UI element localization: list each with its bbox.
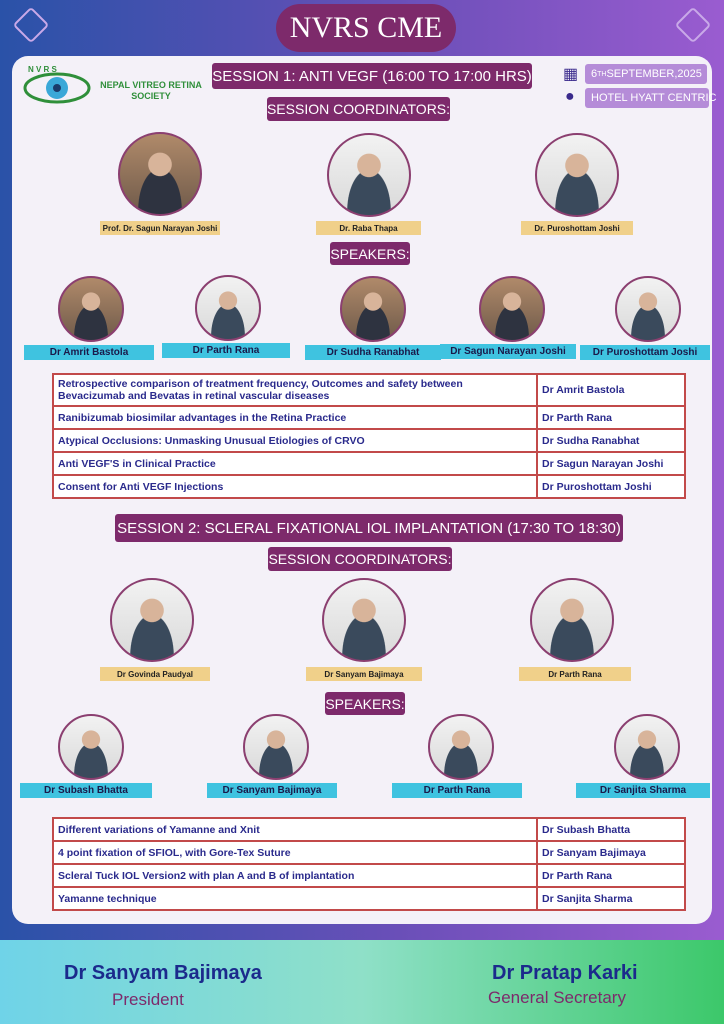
talk-topic: Consent for Anti VEGF Injections — [53, 475, 537, 498]
speaker-name: Dr Sudha Ranabhat — [305, 345, 441, 360]
talk-topic: 4 point fixation of SFIOL, with Gore-Tex Suture — [53, 841, 537, 864]
talk-topic: Atypical Occlusions: Unmasking Unusual Etiologies of CRVO — [53, 429, 537, 452]
talk-speaker: Dr Sagun Narayan Joshi — [537, 452, 685, 475]
table-row — [53, 429, 685, 452]
corner-diamond-icon — [13, 7, 50, 44]
president-name: Dr Sanyam Bajimaya — [64, 962, 262, 984]
coordinator-photo — [322, 578, 406, 662]
corner-diamond-icon — [675, 7, 712, 44]
speaker-photo — [195, 275, 261, 341]
session1-coordinators-label: SESSION COORDINATORS: — [267, 97, 450, 121]
table-row — [53, 818, 685, 841]
session1-heading: SESSION 1: ANTI VEGF (16:00 TO 17:00 HRS) — [212, 63, 532, 89]
talk-topic: Retrospective comparison of treatment frequency, Outcomes and safety between Bevacizumab and Bevatas in retinal vascular diseases — [53, 374, 537, 406]
table-row — [53, 887, 685, 910]
talk-speaker: Dr Amrit Bastola — [537, 374, 685, 406]
coordinator-name: Prof. Dr. Sagun Narayan Joshi — [100, 221, 220, 235]
date-day: 6 — [591, 68, 598, 80]
coordinator-name: Dr Govinda Paudyal — [100, 667, 210, 681]
talk-speaker: Dr Parth Rana — [537, 406, 685, 429]
session2-heading: SESSION 2: SCLERAL FIXATIONAL IOL IMPLANTATION (17:30 TO 18:30) — [115, 514, 623, 542]
talk-topic: Anti VEGF'S in Clinical Practice — [53, 452, 537, 475]
speaker-name: Dr Parth Rana — [162, 343, 290, 358]
location-pin-icon: ● — [565, 88, 575, 105]
event-venue: HOTEL HYATT CENTRIC — [585, 88, 709, 108]
speaker-photo — [58, 714, 124, 780]
speaker-name: Dr Amrit Bastola — [24, 345, 154, 360]
session1-speakers-label: SPEAKERS: — [330, 242, 410, 265]
speaker-name: Dr Sanjita Sharma — [576, 783, 710, 798]
coordinator-name: Dr Parth Rana — [519, 667, 631, 681]
president-role: President — [112, 990, 184, 1009]
speaker-name: Dr Subash Bhatta — [20, 783, 152, 798]
coordinator-name: Dr. Puroshottam Joshi — [521, 221, 633, 235]
talk-topic: Different variations of Yamanne and Xnit — [53, 818, 537, 841]
logo-society-name: NEPAL VITREO RETINA SOCIETY — [100, 80, 202, 101]
speaker-photo — [340, 276, 406, 342]
speaker-photo — [479, 276, 545, 342]
nvrs-logo — [22, 64, 92, 106]
session1-talks-table — [52, 373, 686, 499]
talk-topic: Ranibizumab biosimilar advantages in the Retina Practice — [53, 406, 537, 429]
coordinator-photo — [118, 132, 202, 216]
speaker-name: Dr Sagun Narayan Joshi — [440, 344, 576, 359]
event-date — [585, 64, 707, 84]
session2-talks-table — [52, 817, 686, 911]
talk-speaker: Dr Sudha Ranabhat — [537, 429, 685, 452]
page-title: NVRS CME — [276, 4, 456, 52]
coordinator-photo — [535, 133, 619, 217]
speaker-photo — [58, 276, 124, 342]
date-rest: SEPTEMBER,2025 — [606, 68, 702, 80]
talk-speaker: Dr Subash Bhatta — [537, 818, 685, 841]
logo-letters: N V R S — [28, 65, 57, 74]
speaker-photo — [614, 714, 680, 780]
date-suffix: TH — [597, 70, 607, 78]
talk-speaker: Dr Sanjita Sharma — [537, 887, 685, 910]
table-row — [53, 864, 685, 887]
session2-coordinators-label: SESSION COORDINATORS: — [268, 547, 452, 571]
talk-speaker: Dr Parth Rana — [537, 864, 685, 887]
talk-speaker: Dr Sanyam Bajimaya — [537, 841, 685, 864]
table-row — [53, 374, 685, 406]
speaker-photo — [428, 714, 494, 780]
speaker-photo — [243, 714, 309, 780]
table-row — [53, 452, 685, 475]
calendar-icon: ▦ — [563, 66, 579, 83]
coordinator-photo — [327, 133, 411, 217]
general-secretary-role: General Secretary — [488, 988, 626, 1007]
speaker-name: Dr Sanyam Bajimaya — [207, 783, 337, 798]
talk-topic: Yamanne technique — [53, 887, 537, 910]
table-row — [53, 841, 685, 864]
talk-topic: Scleral Tuck IOL Version2 with plan A and B of implantation — [53, 864, 537, 887]
speaker-photo — [615, 276, 681, 342]
speaker-name: Dr Parth Rana — [392, 783, 522, 798]
session2-speakers-label: SPEAKERS: — [325, 692, 405, 715]
table-row — [53, 406, 685, 429]
coordinator-photo — [530, 578, 614, 662]
speaker-name: Dr Puroshottam Joshi — [580, 345, 710, 360]
coordinator-name: Dr. Raba Thapa — [316, 221, 421, 235]
footer — [0, 940, 724, 1024]
general-secretary-name: Dr Pratap Karki — [492, 962, 638, 984]
coordinator-photo — [110, 578, 194, 662]
table-row — [53, 475, 685, 498]
coordinator-name: Dr Sanyam Bajimaya — [306, 667, 422, 681]
talk-speaker: Dr Puroshottam Joshi — [537, 475, 685, 498]
